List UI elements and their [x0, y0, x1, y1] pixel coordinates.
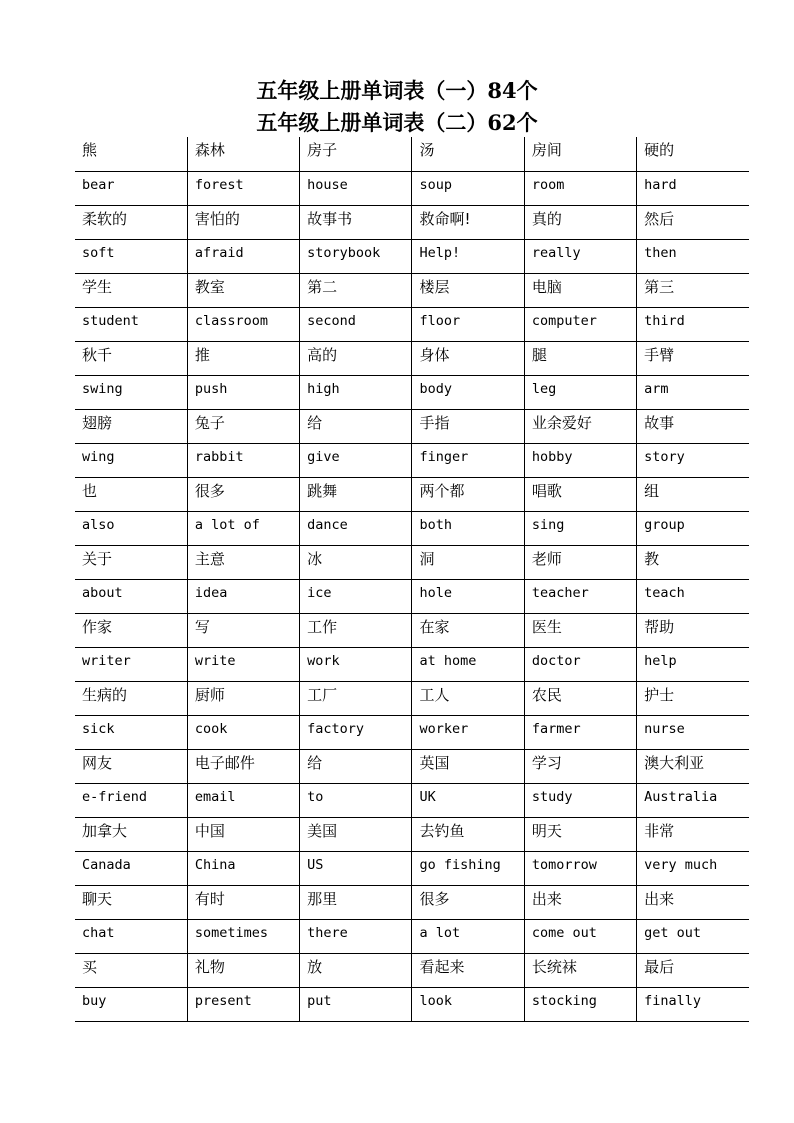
english-word-cell: present	[187, 987, 299, 1021]
english-word-cell: classroom	[187, 307, 299, 341]
chinese-word-cell: 翅膀	[75, 409, 187, 443]
english-word-cell: doctor	[524, 647, 636, 681]
chinese-word-cell: 身体	[412, 341, 524, 375]
chinese-word-cell: 帮助	[637, 613, 749, 647]
english-word-cell: hole	[412, 579, 524, 613]
english-word-cell: help	[637, 647, 749, 681]
chinese-word-cell: 出来	[524, 885, 636, 919]
chinese-word-cell: 看起来	[412, 953, 524, 987]
chinese-word-cell: 兔子	[187, 409, 299, 443]
vocabulary-table-body	[75, 137, 749, 1021]
chinese-word-cell: 写	[187, 613, 299, 647]
english-word-cell: there	[300, 919, 412, 953]
chinese-word-cell: 唱歌	[524, 477, 636, 511]
english-word-cell: cook	[187, 715, 299, 749]
chinese-word-cell: 生病的	[75, 681, 187, 715]
chinese-word-cell: 工人	[412, 681, 524, 715]
chinese-word-cell: 故事书	[300, 205, 412, 239]
english-word-row	[75, 443, 749, 477]
english-word-cell: teach	[637, 579, 749, 613]
english-word-cell: really	[524, 239, 636, 273]
chinese-word-cell: 给	[300, 409, 412, 443]
chinese-word-row	[75, 409, 749, 443]
english-word-row	[75, 171, 749, 205]
chinese-word-row	[75, 681, 749, 715]
english-word-cell: Australia	[637, 783, 749, 817]
chinese-word-cell: 高的	[300, 341, 412, 375]
english-word-cell: hobby	[524, 443, 636, 477]
chinese-word-cell: 在家	[412, 613, 524, 647]
chinese-word-cell: 救命啊!	[412, 205, 524, 239]
chinese-word-cell: 医生	[524, 613, 636, 647]
chinese-word-cell: 真的	[524, 205, 636, 239]
english-word-cell: China	[187, 851, 299, 885]
english-word-cell: nurse	[637, 715, 749, 749]
chinese-word-cell: 中国	[187, 817, 299, 851]
english-word-cell: stocking	[524, 987, 636, 1021]
english-word-cell: then	[637, 239, 749, 273]
english-word-cell: Help!	[412, 239, 524, 273]
chinese-word-cell: 教	[637, 545, 749, 579]
chinese-word-cell: 厨师	[187, 681, 299, 715]
chinese-word-row	[75, 749, 749, 783]
chinese-word-row	[75, 613, 749, 647]
chinese-word-cell: 很多	[412, 885, 524, 919]
chinese-word-cell: 去钓鱼	[412, 817, 524, 851]
chinese-word-cell: 洞	[412, 545, 524, 579]
english-word-cell: ice	[300, 579, 412, 613]
english-word-cell: high	[300, 375, 412, 409]
chinese-word-cell: 给	[300, 749, 412, 783]
chinese-word-cell: 工作	[300, 613, 412, 647]
page-title-secondary: 五年级上册单词表（二）62个	[256, 110, 538, 135]
chinese-word-cell: 手臂	[637, 341, 749, 375]
chinese-word-cell: 柔软的	[75, 205, 187, 239]
english-word-cell: email	[187, 783, 299, 817]
chinese-word-cell: 礼物	[187, 953, 299, 987]
english-word-cell: arm	[637, 375, 749, 409]
english-word-cell: afraid	[187, 239, 299, 273]
chinese-word-cell: 护士	[637, 681, 749, 715]
chinese-word-row	[75, 545, 749, 579]
chinese-word-row	[75, 885, 749, 919]
english-word-cell: sometimes	[187, 919, 299, 953]
english-word-cell: tomorrow	[524, 851, 636, 885]
chinese-word-cell: 业余爱好	[524, 409, 636, 443]
english-word-cell: sing	[524, 511, 636, 545]
chinese-word-cell: 很多	[187, 477, 299, 511]
english-word-cell: finally	[637, 987, 749, 1021]
english-word-cell: computer	[524, 307, 636, 341]
chinese-word-cell: 组	[637, 477, 749, 511]
english-word-cell: give	[300, 443, 412, 477]
chinese-word-cell: 手指	[412, 409, 524, 443]
chinese-word-cell: 第三	[637, 273, 749, 307]
chinese-word-cell: 熊	[75, 137, 187, 171]
chinese-word-cell: 害怕的	[187, 205, 299, 239]
english-word-cell: third	[637, 307, 749, 341]
english-word-cell: push	[187, 375, 299, 409]
english-word-cell: teacher	[524, 579, 636, 613]
chinese-word-cell: 硬的	[637, 137, 749, 171]
english-word-cell: swing	[75, 375, 187, 409]
english-word-cell: UK	[412, 783, 524, 817]
english-word-cell: both	[412, 511, 524, 545]
chinese-word-cell: 腿	[524, 341, 636, 375]
english-word-cell: dance	[300, 511, 412, 545]
chinese-word-cell: 推	[187, 341, 299, 375]
chinese-word-cell: 明天	[524, 817, 636, 851]
english-word-cell: to	[300, 783, 412, 817]
chinese-word-cell: 秋千	[75, 341, 187, 375]
english-word-cell: second	[300, 307, 412, 341]
english-word-row	[75, 715, 749, 749]
english-word-row	[75, 307, 749, 341]
chinese-word-cell: 学习	[524, 749, 636, 783]
english-word-cell: finger	[412, 443, 524, 477]
chinese-word-cell: 加拿大	[75, 817, 187, 851]
english-word-cell: sick	[75, 715, 187, 749]
chinese-word-cell: 老师	[524, 545, 636, 579]
english-word-cell: come out	[524, 919, 636, 953]
chinese-word-row	[75, 477, 749, 511]
english-word-row	[75, 375, 749, 409]
chinese-word-cell: 有时	[187, 885, 299, 919]
english-word-cell: story	[637, 443, 749, 477]
chinese-word-cell: 森林	[187, 137, 299, 171]
english-word-cell: buy	[75, 987, 187, 1021]
chinese-word-cell: 主意	[187, 545, 299, 579]
english-word-row	[75, 783, 749, 817]
english-word-cell: group	[637, 511, 749, 545]
chinese-word-cell: 英国	[412, 749, 524, 783]
chinese-word-cell: 教室	[187, 273, 299, 307]
english-word-cell: study	[524, 783, 636, 817]
chinese-word-row	[75, 953, 749, 987]
english-word-cell: student	[75, 307, 187, 341]
english-word-cell: house	[300, 171, 412, 205]
chinese-word-cell: 学生	[75, 273, 187, 307]
chinese-word-cell: 农民	[524, 681, 636, 715]
english-word-cell: soft	[75, 239, 187, 273]
english-word-row	[75, 579, 749, 613]
chinese-word-cell: 跳舞	[300, 477, 412, 511]
english-word-cell: forest	[187, 171, 299, 205]
english-word-cell: go fishing	[412, 851, 524, 885]
chinese-word-cell: 汤	[412, 137, 524, 171]
english-word-cell: bear	[75, 171, 187, 205]
chinese-word-cell: 长统袜	[524, 953, 636, 987]
english-word-cell: a lot of	[187, 511, 299, 545]
english-word-row	[75, 987, 749, 1021]
english-word-cell: work	[300, 647, 412, 681]
chinese-word-cell: 也	[75, 477, 187, 511]
english-word-cell: rabbit	[187, 443, 299, 477]
english-word-cell: also	[75, 511, 187, 545]
chinese-word-cell: 然后	[637, 205, 749, 239]
chinese-word-row	[75, 817, 749, 851]
chinese-word-cell: 房间	[524, 137, 636, 171]
chinese-word-cell: 网友	[75, 749, 187, 783]
chinese-word-row	[75, 273, 749, 307]
chinese-word-cell: 最后	[637, 953, 749, 987]
english-word-cell: factory	[300, 715, 412, 749]
chinese-word-cell: 作家	[75, 613, 187, 647]
english-word-row	[75, 919, 749, 953]
chinese-word-cell: 那里	[300, 885, 412, 919]
english-word-row	[75, 239, 749, 273]
chinese-word-row	[75, 137, 749, 171]
english-word-cell: write	[187, 647, 299, 681]
chinese-word-cell: 故事	[637, 409, 749, 443]
english-word-row	[75, 851, 749, 885]
chinese-word-cell: 电子邮件	[187, 749, 299, 783]
chinese-word-cell: 第二	[300, 273, 412, 307]
english-word-cell: US	[300, 851, 412, 885]
english-word-cell: hard	[637, 171, 749, 205]
english-word-row	[75, 511, 749, 545]
english-word-row	[75, 647, 749, 681]
english-word-cell: room	[524, 171, 636, 205]
english-word-cell: writer	[75, 647, 187, 681]
chinese-word-cell: 房子	[300, 137, 412, 171]
chinese-word-cell: 买	[75, 953, 187, 987]
chinese-word-cell: 两个都	[412, 477, 524, 511]
chinese-word-cell: 澳大利亚	[637, 749, 749, 783]
chinese-word-cell: 放	[300, 953, 412, 987]
chinese-word-row	[75, 205, 749, 239]
english-word-cell: farmer	[524, 715, 636, 749]
english-word-cell: body	[412, 375, 524, 409]
english-word-cell: a lot	[412, 919, 524, 953]
chinese-word-row	[75, 341, 749, 375]
english-word-cell: put	[300, 987, 412, 1021]
chinese-word-cell: 工厂	[300, 681, 412, 715]
english-word-cell: leg	[524, 375, 636, 409]
vocabulary-table	[75, 137, 749, 1022]
chinese-word-cell: 出来	[637, 885, 749, 919]
chinese-word-cell: 聊天	[75, 885, 187, 919]
chinese-word-cell: 楼层	[412, 273, 524, 307]
english-word-cell: very much	[637, 851, 749, 885]
english-word-cell: soup	[412, 171, 524, 205]
chinese-word-cell: 非常	[637, 817, 749, 851]
english-word-cell: worker	[412, 715, 524, 749]
english-word-cell: storybook	[300, 239, 412, 273]
english-word-cell: at home	[412, 647, 524, 681]
english-word-cell: wing	[75, 443, 187, 477]
english-word-cell: e-friend	[75, 783, 187, 817]
chinese-word-cell: 关于	[75, 545, 187, 579]
english-word-cell: Canada	[75, 851, 187, 885]
chinese-word-cell: 冰	[300, 545, 412, 579]
english-word-cell: chat	[75, 919, 187, 953]
english-word-cell: about	[75, 579, 187, 613]
english-word-cell: idea	[187, 579, 299, 613]
chinese-word-cell: 美国	[300, 817, 412, 851]
english-word-cell: look	[412, 987, 524, 1021]
chinese-word-cell: 电脑	[524, 273, 636, 307]
english-word-cell: floor	[412, 307, 524, 341]
page-title-primary: 五年级上册单词表（一）84个	[256, 78, 538, 103]
english-word-cell: get out	[637, 919, 749, 953]
